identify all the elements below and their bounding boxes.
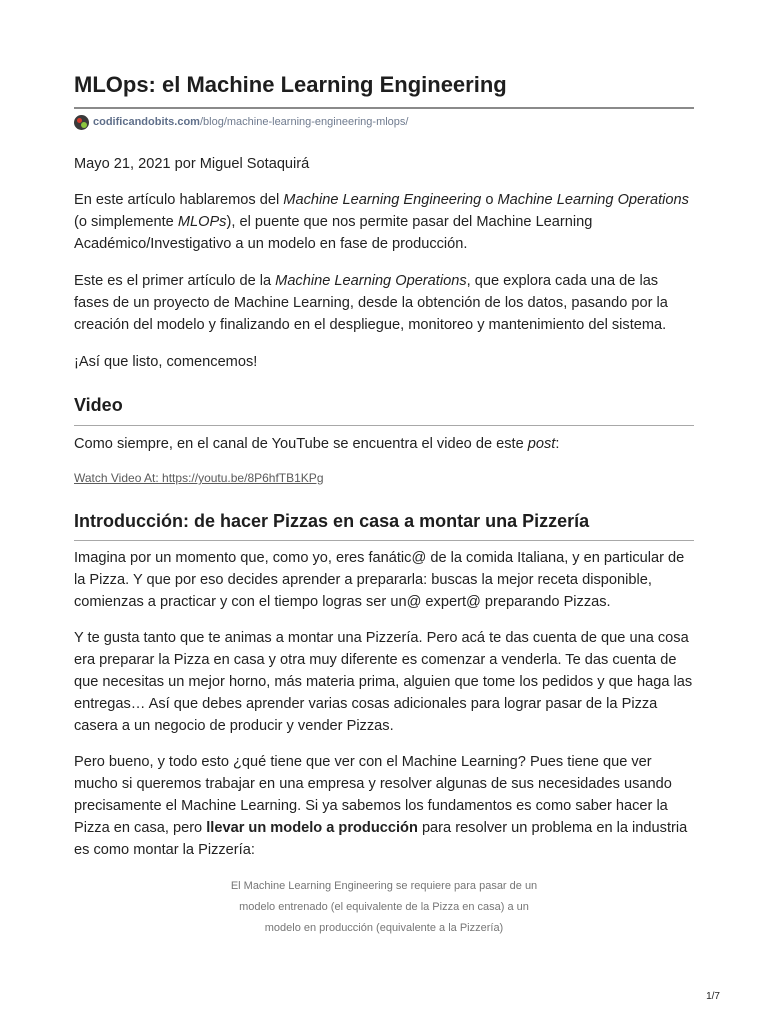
video-heading: Video [74,395,123,415]
source-domain[interactable]: codificandobits.com [93,116,200,128]
video-heading-divider [74,425,694,426]
video-link[interactable]: Watch Video At: https://youtu.be/8P6hfTB1KPg [74,471,324,485]
source-url[interactable] [74,113,408,131]
intro-paragraph-3: ¡Así que listo, comencemos! [74,354,258,370]
intro-heading-divider [74,540,694,541]
title-divider [74,107,694,109]
site-favicon-icon [74,115,89,130]
pizza-paragraph-2: Y te gusta tanto que te animas a montar una Pizzería. Pero acá te das cuenta de que una cosa era preparar la Pizza en casa y otra muy diferente es comenzar a venderla. Te das cuenta de que necesitas un mejor horno, más materia prima, alguien que tome los pedidos y que haga las entregas… Así que debes aprender varias cosas adicionales para lograr pasar de la Pizza casera a un negocio de producir y vender Pizzas. [74,630,693,734]
video-paragraph: Como siempre, en el canal de YouTube se encuentra el video de este post: [74,436,560,452]
article-title: MLOps: el Machine Learning Engineering [74,72,507,97]
byline: Mayo 21, 2021 por Miguel Sotaquirá [74,156,310,172]
pizza-paragraph-1: Imagina por un momento que, como yo, eres fanátic@ de la comida Italiana, y en particular de la Pizza. Y que por eso decides aprender a prepararla: buscas la mejor receta disponible, comienzas a practicar y con el tiempo logras ser un@ expert@ preparando Pizzas. [74,550,685,610]
figure-caption: El Machine Learning Engineering se requiere para pasar de un modelo entrenado (el equivalente de la Pizza en casa) a un modelo en producción (equivalente a la Pizzería) [230,880,538,934]
source-path[interactable]: /blog/machine-learning-engineering-mlops/ [199,116,409,128]
intro-heading: Introducción: de hacer Pizzas en casa a montar una Pizzería [74,511,590,531]
pizza-paragraph-3: Pero bueno, y todo esto ¿qué tiene que ver con el Machine Learning? Pues tiene que ver mucho si queremos trabajar en una empresa y resolver algunas de sus necesidades usando precisamente el Machine Learning. Si ya sabemos los fundamentos es como saber hacer la Pizza en casa, pero llevar un modelo a producción para resolver un problema en la industria es como montar la Pizzería: [74,754,688,858]
page-number: 1/7 [706,991,720,1002]
intro-paragraph-1: En este artículo hablaremos del Machine Learning Engineering o Machine Learning Operations (o simplemente MLOPs), el puente que nos permite pasar del Machine Learning Académico/Investigativo a un modelo en fase de producción. [74,192,689,252]
intro-paragraph-2: Este es el primer artículo de la Machine Learning Operations, que explora cada una de las fases de un proyecto de Machine Learning, desde la obtención de los datos, pasando por la creación del modelo y finalizando en el despliegue, monitoreo y mantenimiento del sistema. [74,273,668,333]
